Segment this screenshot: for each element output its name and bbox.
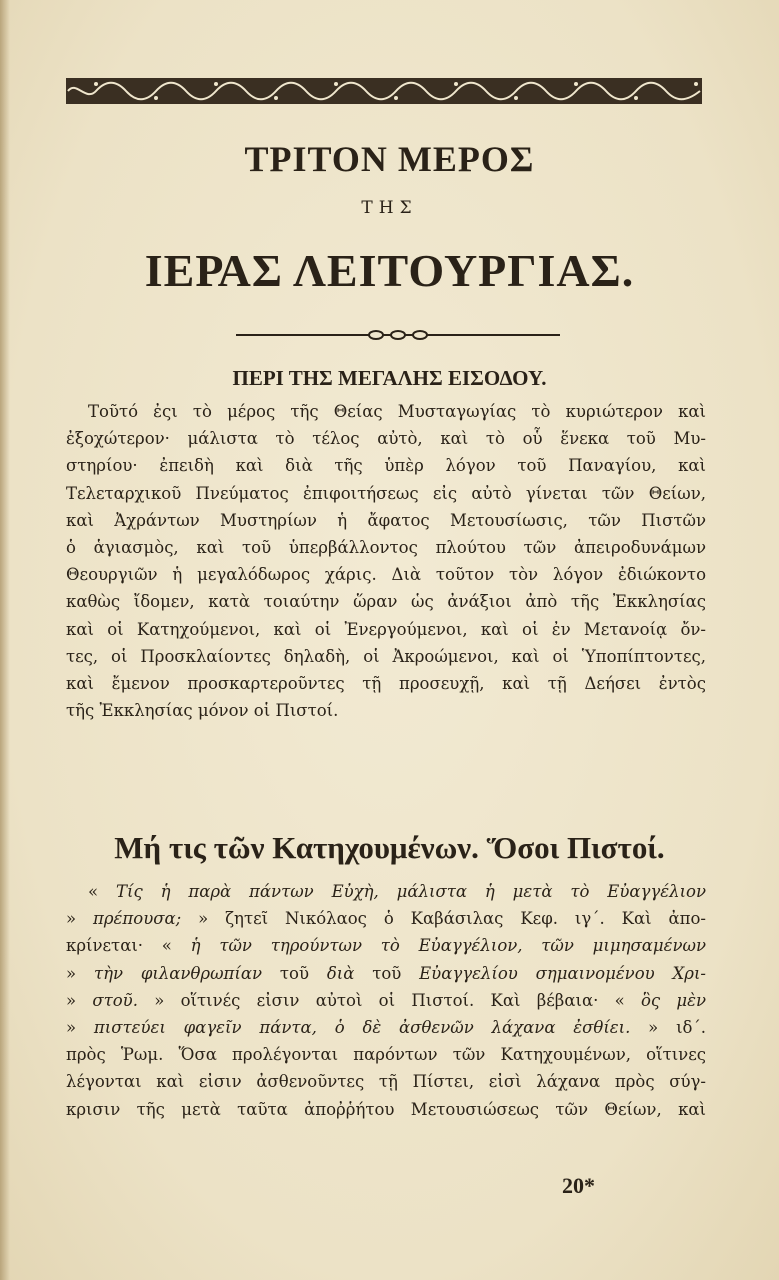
text-segment: « — [88, 882, 116, 901]
text-line — [66, 905, 706, 932]
quoted-text: πρέπουσα; — [93, 909, 182, 929]
text-segment: » — [66, 1018, 94, 1038]
liturgy-subheading: Μή τις τῶν Κατηχουμένων. Ὅσοι Πιστοί. — [114, 830, 665, 865]
decorative-rule — [236, 328, 560, 342]
section-heading: ΠΕΡΙ ΤΗΣ ΜΕΓΑΛΗΣ ΕΙΣΟΔΟΥ. — [232, 366, 547, 390]
quoted-text: Τίς ἡ παρὰ πάντων Εὐχὴ, μάλιστα ἡ μετὰ τὸ Εὐαγγέλιον — [115, 882, 706, 901]
quoted-text: στοῦ. — [92, 990, 138, 1010]
decorative-header-band — [66, 78, 702, 104]
text-line: ἐξοχώτερον· μάλιστα τὸ τέλος αὐτὸ, καὶ τὸ οὗ ἕνεκα τοῦ Μυ- — [66, 429, 706, 449]
text-line: ὁ ἁγιασμὸς, καὶ τοῦ ὑπερβάλλοντος πλούτου τῶν ἀπειροδυνάμων — [66, 538, 706, 558]
text-segment: » — [66, 990, 93, 1010]
paragraph-intro — [66, 398, 706, 724]
text-segment: » ιδ΄. — [630, 1018, 706, 1038]
page-spine-shadow — [0, 0, 10, 1280]
text-segment: » — [66, 909, 94, 929]
text-segment: κρίνεται· « — [66, 936, 191, 956]
text-line — [66, 1041, 706, 1068]
quoted-text: Εὐαγγελίου σημαινομένου Χρι- — [419, 963, 706, 983]
text-line: Τοῦτό ἐςι τὸ μέρος τῆς Θείας Μυσταγωγίας τὸ κυριώτερον καὶ — [88, 402, 706, 421]
main-title: ΙΕΡΑΣ ΛΕΙΤΟΥΡΓΙΑΣ. — [144, 245, 635, 296]
text-segment: » ζητεῖ Νικόλαος ὁ Καβάσιλας Κεφ. ιγ΄. Καὶ ἀπο- — [181, 909, 706, 929]
text-line — [66, 932, 706, 959]
text-segment: λέγονται καὶ εἰσιν ἀσθενοῦντες τῇ Πίστει, εἰσὶ λάχανα πρὸς σύγ- — [66, 1072, 706, 1092]
text-line — [66, 987, 706, 1014]
text-line — [66, 960, 706, 987]
quoted-text: ὃς μὲν — [640, 990, 706, 1010]
text-line — [66, 1068, 706, 1095]
paragraph-commentary — [66, 878, 706, 1123]
quoted-text: διὰ — [326, 963, 355, 983]
text-line: στηρίου· ἐπειδὴ καὶ διὰ τῆς ὑπὲρ λόγον τοῦ Παναγίου, καὶ — [66, 456, 706, 476]
text-line: καὶ ἔμενον προσκαρτεροῦντες τῇ προσευχῇ, καὶ τῇ Δεήσει ἐντὸς — [66, 674, 706, 694]
text-line: Τελεταρχικοῦ Πνεύματος ἐπιφοιτήσεως εἰς αὐτὸ γίνεται τῶν Θείων, — [66, 483, 706, 503]
quoted-text: τὴν φιλανθρωπίαν — [93, 963, 263, 983]
text-segment: » οἵτινές εἰσιν αὐτοὶ οἱ Πιστοί. Καὶ βέβαια· « — [137, 990, 641, 1010]
text-line: καθὼς ἴδομεν, κατὰ τοιαύτην ὥραν ὡς ἀνάξιοι ἀπὸ τῆς Ἐκκλησίας — [66, 592, 706, 612]
text-line — [66, 878, 706, 905]
page-number: 20* — [562, 1173, 595, 1198]
text-line: καὶ οἱ Κατηχούμενοι, καὶ οἱ Ἐνεργούμενοι, καὶ οἱ ἐν Μετανοίᾳ ὄν- — [66, 619, 706, 639]
text-line — [66, 1096, 706, 1123]
quoted-text: πιστεύει φαγεῖν πάντα, ὁ δὲ ἀσθενῶν λάχανα ἐσθίει. — [93, 1018, 631, 1038]
text-segment: » — [66, 963, 94, 983]
text-segment: τοῦ — [262, 963, 327, 983]
text-segment: τοῦ — [354, 963, 420, 983]
title-connector: ΤΗΣ — [361, 198, 418, 218]
text-segment: πρὸς Ῥωμ. Ὅσα προλέγονται παρόντων τῶν Κατηχουμένων, οἵτινες — [66, 1045, 706, 1065]
quoted-text: ἡ τῶν τηρούντων τὸ Εὐαγγέλιον, τῶν μιμησαμένων — [190, 936, 706, 956]
part-title: ΤΡΙΤΟΝ ΜΕΡΟΣ — [244, 139, 535, 179]
text-segment: κρισιν τῆς μετὰ ταῦτα ἀποῤῥήτου Μετουσιώσεως τῶν Θείων, καὶ — [66, 1099, 706, 1119]
text-line: τες, οἱ Προσκλαίοντες δηλαδὴ, οἱ Ἀκροώμενοι, καὶ οἱ Ὑποπίπτοντες, — [66, 646, 706, 666]
text-line: τῆς Ἐκκλησίας μόνον οἱ Πιστοί. — [66, 701, 339, 721]
text-line — [66, 1014, 706, 1041]
text-line: Θεουργιῶν ἡ μεγαλόδωρος χάρις. Διὰ τοῦτον τὸν λόγον ἐδιώκοντο — [66, 565, 706, 585]
text-line: καὶ Ἀχράντων Μυστηρίων ἡ ἄφατος Μετουσίωσις, τῶν Πιστῶν — [66, 510, 706, 530]
